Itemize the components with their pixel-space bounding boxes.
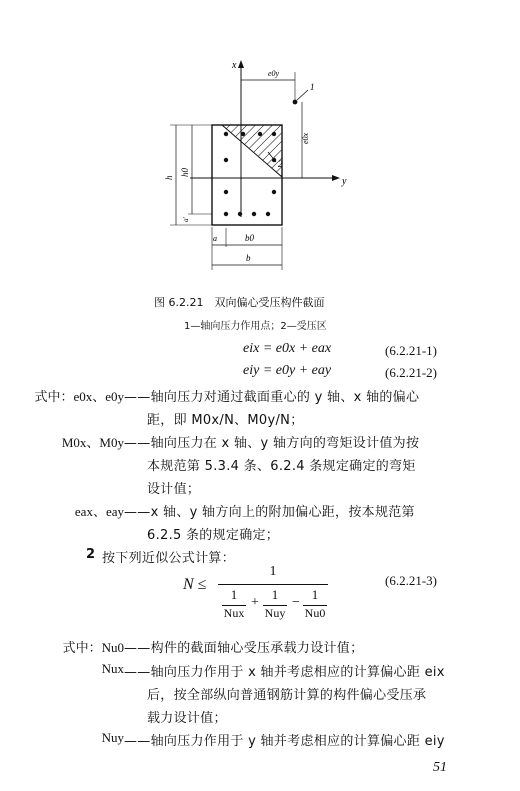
e0y-label: e0y xyxy=(268,69,280,78)
def-term-nux: Nux xyxy=(101,661,124,676)
def-line: 设计值； xyxy=(147,482,201,497)
def-line: ——轴向压力作用于 y 轴并考虑相应的计算偏心距 eiy xyxy=(124,734,445,749)
def-term-nu0: 式中：Nu0 xyxy=(62,640,124,655)
term2-denominator: Nuy xyxy=(264,606,286,620)
item-2-text: 按下列近似公式计算： xyxy=(102,551,236,566)
term1-numerator: 1 xyxy=(230,587,238,602)
item-2-number: 2 xyxy=(86,547,96,562)
def-line: ——轴向压力对通过截面重心的 y 轴、x 轴的偏心 xyxy=(124,390,420,405)
equation-3-lhs: N ≤ xyxy=(183,576,207,593)
def-line: 本规范第 5.3.4 条、6.2.4 条规定确定的弯矩 xyxy=(147,459,416,474)
section-figure xyxy=(150,52,370,281)
b0-label: b0 xyxy=(245,233,254,243)
def-line: ——x 轴、y 轴方向上的附加偏心距，按本规范第 xyxy=(124,505,415,520)
equation-2: eiy = e0y + eay xyxy=(243,363,332,378)
def-line: 6.2.5 条的规定确定； xyxy=(147,528,280,543)
def-line: 载力设计值； xyxy=(147,711,227,726)
term2-numerator: 1 xyxy=(271,587,279,602)
x-axis-label: x xyxy=(232,60,237,71)
a-label: a xyxy=(213,234,217,243)
equation-3-number: (6.2.21-3) xyxy=(385,573,437,588)
a-prime-label: a′ xyxy=(182,216,190,222)
def-term-nuy: Nuy xyxy=(101,730,124,745)
def-line: ——轴向压力作用于 x 轴并考虑相应的计算偏心距 eix xyxy=(124,665,445,680)
def-line: ——构件的截面轴心受压承载力设计值； xyxy=(124,641,364,656)
section-diagram xyxy=(150,52,370,277)
term1-denominator: Nux xyxy=(223,606,245,620)
def-line: 距，即 M0x/N、M0y/N； xyxy=(147,413,304,428)
minus-sign: − xyxy=(292,595,300,610)
equation-1-number: (6.2.21-1) xyxy=(385,343,437,358)
h0-label: h0 xyxy=(180,168,190,177)
term3-denominator: Nu0 xyxy=(304,606,326,620)
callout-1-label: 1 xyxy=(310,82,315,92)
h-label: h xyxy=(164,175,174,180)
y-axis-arrow xyxy=(332,175,340,181)
figure-legend: 1—轴向压力作用点；2—受压区 xyxy=(184,321,327,332)
def-line: 后，按全部纵向普通钢筋计算的构件偏心受压承 xyxy=(147,688,427,703)
def-line: ——轴向压力在 x 轴、y 轴方向的弯矩设计值为按 xyxy=(124,436,420,451)
page-number: 51 xyxy=(433,760,447,775)
equation-3-numerator: 1 xyxy=(269,564,277,579)
def-term-m0: M0x、M0y xyxy=(61,435,124,450)
equation-2-number: (6.2.21-2) xyxy=(385,365,437,380)
x-axis-arrow xyxy=(238,60,244,68)
e0x-label: e0x xyxy=(301,132,310,144)
b-label: b xyxy=(246,253,251,263)
def-term-ea: eax、eay xyxy=(74,504,124,519)
main-fraction-bar xyxy=(218,584,328,585)
def-term-e0: 式中：e0x、e0y xyxy=(34,389,124,404)
term3-numerator: 1 xyxy=(311,587,319,602)
equation-1: eix = e0x + eax xyxy=(243,341,332,356)
plus-sign: + xyxy=(251,595,259,610)
y-axis-label: y xyxy=(342,176,347,187)
load-point xyxy=(293,100,298,105)
figure-caption: 图 6.2.21 双向偏心受压构件截面 xyxy=(154,296,325,309)
callout-2-label: 2 xyxy=(278,159,283,169)
